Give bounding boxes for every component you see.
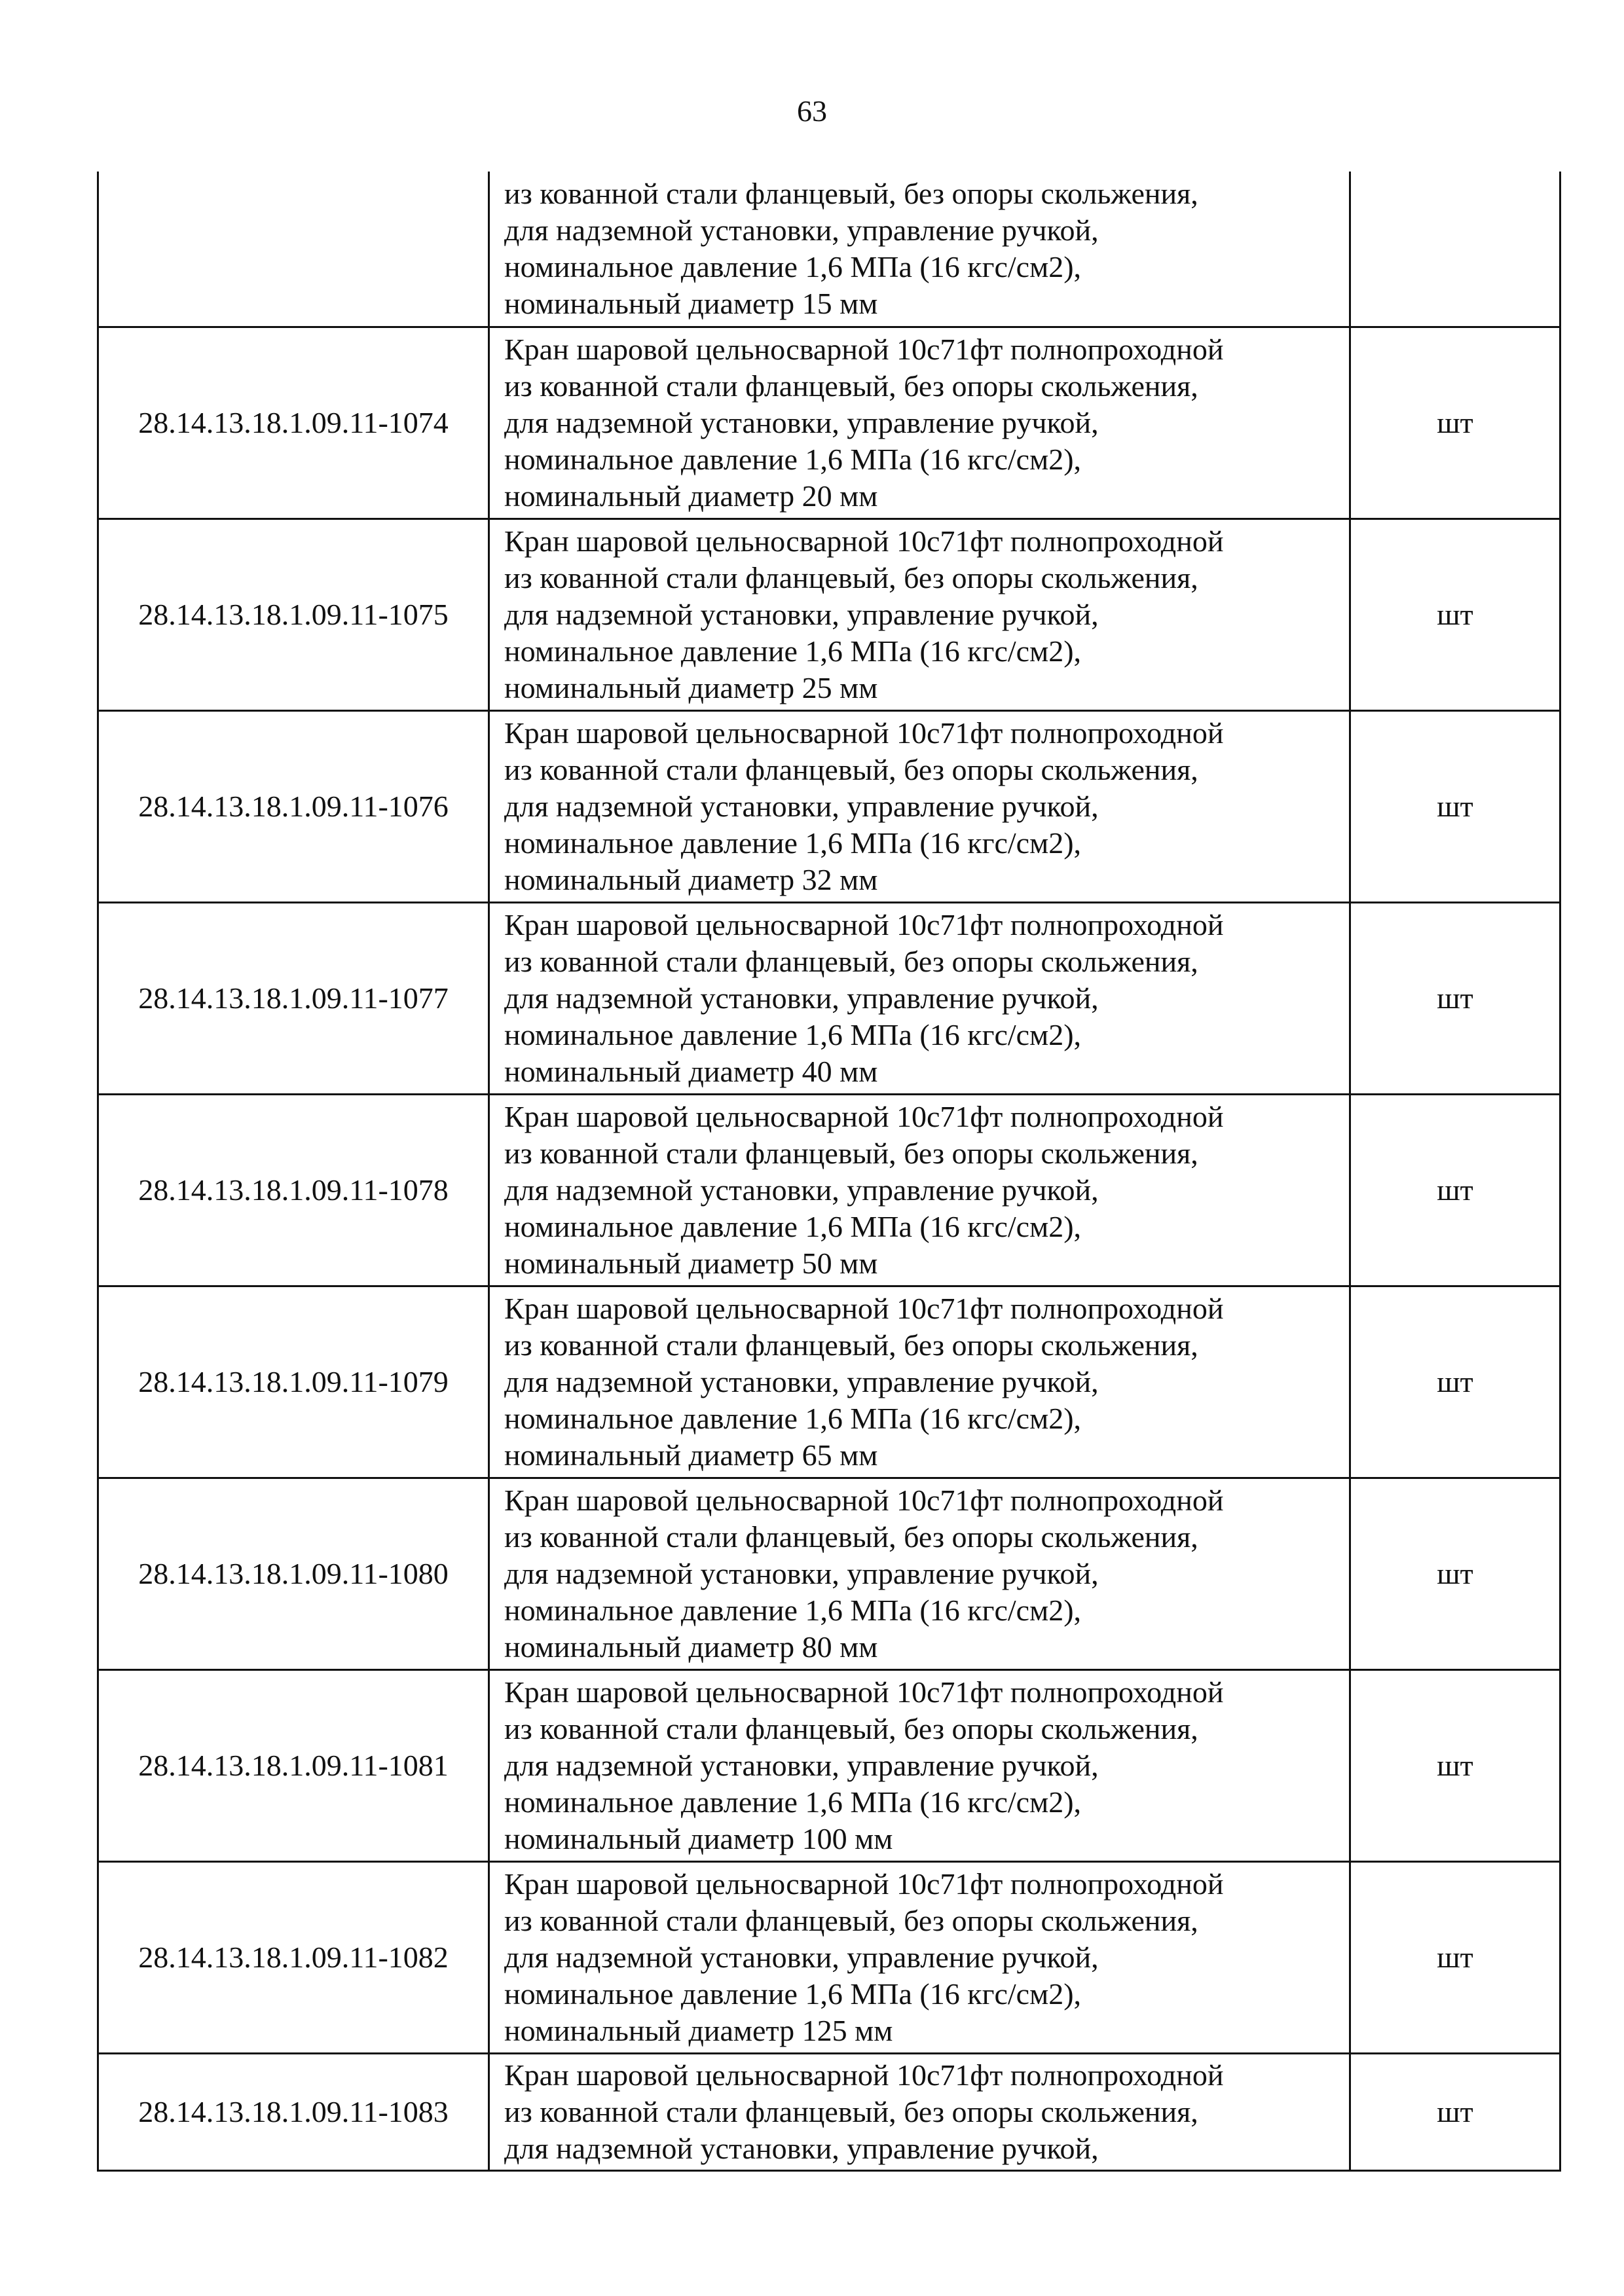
- resource-code-cell: 28.14.13.18.1.09.11-1074: [98, 327, 489, 519]
- table-row: [98, 711, 1560, 903]
- description-line: номинальный диаметр 25 мм: [504, 671, 878, 704]
- resource-description-cell: [489, 1862, 1350, 2054]
- description-line: для надземной установки, управление ручкой,: [504, 406, 1099, 439]
- resource-code-cell: 28.14.13.18.1.09.11-1083: [98, 2054, 489, 2171]
- description-line: номинальный диаметр 20 мм: [504, 479, 878, 513]
- table-row: [98, 1478, 1560, 1670]
- resource-code-cell: 28.14.13.18.1.09.11-1079: [98, 1286, 489, 1478]
- table-row: [98, 903, 1560, 1095]
- description-line: для надземной установки, управление ручкой,: [504, 213, 1099, 247]
- table-row: [98, 519, 1560, 711]
- description-line: из кованной стали фланцевый, без опоры скольжения,: [504, 561, 1198, 594]
- description-line: номинальное давление 1,6 МПа (16 кгс/см2),: [504, 443, 1082, 476]
- resource-description-cell: [489, 1478, 1350, 1670]
- description-line: из кованной стали фланцевый, без опоры скольжения,: [504, 1328, 1198, 1362]
- resource-description-cell: [489, 327, 1350, 519]
- description-line: для надземной установки, управление ручкой,: [504, 790, 1099, 823]
- unit-cell: шт: [1350, 519, 1560, 711]
- description-line: из кованной стали фланцевый, без опоры скольжения,: [504, 753, 1198, 786]
- resource-code-cell: 28.14.13.18.1.09.11-1080: [98, 1478, 489, 1670]
- description-line: для надземной установки, управление ручкой,: [504, 1173, 1099, 1207]
- unit-cell: шт: [1350, 327, 1560, 519]
- description-line: из кованной стали фланцевый, без опоры скольжения,: [504, 1712, 1198, 1745]
- table-row: [98, 1095, 1560, 1286]
- resource-description-cell: [489, 1670, 1350, 1862]
- resource-code-cell: 28.14.13.18.1.09.11-1081: [98, 1670, 489, 1862]
- description-line: для надземной установки, управление ручкой,: [504, 981, 1099, 1015]
- description-line: из кованной стали фланцевый, без опоры скольжения,: [504, 369, 1198, 403]
- unit-cell: шт: [1350, 1670, 1560, 1862]
- unit-cell: [1350, 172, 1560, 327]
- description-line: для надземной установки, управление ручкой,: [504, 1365, 1099, 1398]
- description-line: для надземной установки, управление ручкой,: [504, 1557, 1099, 1590]
- description-line: из кованной стали фланцевый, без опоры скольжения,: [504, 2095, 1198, 2128]
- resource-code-cell: 28.14.13.18.1.09.11-1078: [98, 1095, 489, 1286]
- resource-code-cell: 28.14.13.18.1.09.11-1082: [98, 1862, 489, 2054]
- description-line: для надземной установки, управление ручкой,: [504, 2132, 1099, 2165]
- description-line: номинальное давление 1,6 МПа (16 кгс/см2),: [504, 1018, 1082, 1051]
- description-line: Кран шаровой цельносварной 10с71фт полнопроходной: [504, 1292, 1224, 1325]
- table-row: [98, 2054, 1560, 2171]
- resource-description-cell: [489, 711, 1350, 903]
- description-line: номинальное давление 1,6 МПа (16 кгс/см2),: [504, 634, 1082, 668]
- description-line: Кран шаровой цельносварной 10с71фт полнопроходной: [504, 524, 1224, 558]
- description-line: номинальный диаметр 50 мм: [504, 1247, 878, 1280]
- description-line: из кованной стали фланцевый, без опоры скольжения,: [504, 1137, 1198, 1170]
- description-line: из кованной стали фланцевый, без опоры скольжения,: [504, 945, 1198, 978]
- description-line: из кованной стали фланцевый, без опоры скольжения,: [504, 1904, 1198, 1937]
- description-line: Кран шаровой цельносварной 10с71фт полнопроходной: [504, 716, 1224, 750]
- table-row: [98, 1670, 1560, 1862]
- description-line: номинальное давление 1,6 МПа (16 кгс/см2),: [504, 250, 1082, 283]
- table-row: [98, 1862, 1560, 2054]
- resource-description-cell: [489, 1286, 1350, 1478]
- resource-description-cell: [489, 172, 1350, 327]
- description-line: номинальное давление 1,6 МПа (16 кгс/см2),: [504, 1402, 1082, 1435]
- unit-cell: шт: [1350, 2054, 1560, 2171]
- description-line: номинальный диаметр 32 мм: [504, 863, 878, 896]
- table-row: [98, 1286, 1560, 1478]
- resource-code-cell: 28.14.13.18.1.09.11-1077: [98, 903, 489, 1095]
- page-number: 63: [797, 94, 827, 128]
- description-line: номинальный диаметр 80 мм: [504, 1630, 878, 1664]
- description-line: Кран шаровой цельносварной 10с71фт полнопроходной: [504, 908, 1224, 941]
- description-line: номинальное давление 1,6 МПа (16 кгс/см2),: [504, 1977, 1082, 2011]
- description-line: номинальное давление 1,6 МПа (16 кгс/см2),: [504, 826, 1082, 860]
- description-line: номинальное давление 1,6 МПа (16 кгс/см2),: [504, 1785, 1082, 1819]
- description-line: Кран шаровой цельносварной 10с71фт полнопроходной: [504, 1484, 1224, 1517]
- resource-description-cell: [489, 519, 1350, 711]
- description-line: Кран шаровой цельносварной 10с71фт полнопроходной: [504, 1100, 1224, 1133]
- unit-cell: шт: [1350, 1862, 1560, 2054]
- description-line: номинальный диаметр 125 мм: [504, 2014, 893, 2047]
- description-line: Кран шаровой цельносварной 10с71фт полнопроходной: [504, 1675, 1224, 1709]
- description-line: номинальное давление 1,6 МПа (16 кгс/см2),: [504, 1594, 1082, 1627]
- description-line: Кран шаровой цельносварной 10с71фт полнопроходной: [504, 333, 1224, 366]
- unit-cell: шт: [1350, 1095, 1560, 1286]
- description-line: номинальный диаметр 65 мм: [504, 1438, 878, 1472]
- table-row: [98, 327, 1560, 519]
- resource-table: [97, 172, 1561, 2172]
- description-line: из кованной стали фланцевый, без опоры скольжения,: [504, 177, 1198, 210]
- unit-cell: шт: [1350, 1286, 1560, 1478]
- unit-cell: шт: [1350, 1478, 1560, 1670]
- unit-cell: шт: [1350, 903, 1560, 1095]
- resource-code-cell: [98, 172, 489, 327]
- description-line: номинальный диаметр 15 мм: [504, 287, 878, 320]
- description-line: Кран шаровой цельносварной 10с71фт полнопроходной: [504, 2058, 1224, 2092]
- resource-description-cell: [489, 903, 1350, 1095]
- description-line: из кованной стали фланцевый, без опоры скольжения,: [504, 1520, 1198, 1554]
- resource-description-cell: [489, 1095, 1350, 1286]
- table-row: [98, 172, 1560, 327]
- description-line: для надземной установки, управление ручкой,: [504, 1941, 1099, 1974]
- description-line: номинальное давление 1,6 МПа (16 кгс/см2),: [504, 1210, 1082, 1243]
- resource-description-cell: [489, 2054, 1350, 2171]
- description-line: номинальный диаметр 40 мм: [504, 1055, 878, 1088]
- resource-code-cell: 28.14.13.18.1.09.11-1076: [98, 711, 489, 903]
- description-line: для надземной установки, управление ручкой,: [504, 598, 1099, 631]
- unit-cell: шт: [1350, 711, 1560, 903]
- description-line: для надземной установки, управление ручкой,: [504, 1749, 1099, 1782]
- description-line: номинальный диаметр 100 мм: [504, 1822, 893, 1855]
- resource-code-cell: 28.14.13.18.1.09.11-1075: [98, 519, 489, 711]
- description-line: Кран шаровой цельносварной 10с71фт полнопроходной: [504, 1867, 1224, 1901]
